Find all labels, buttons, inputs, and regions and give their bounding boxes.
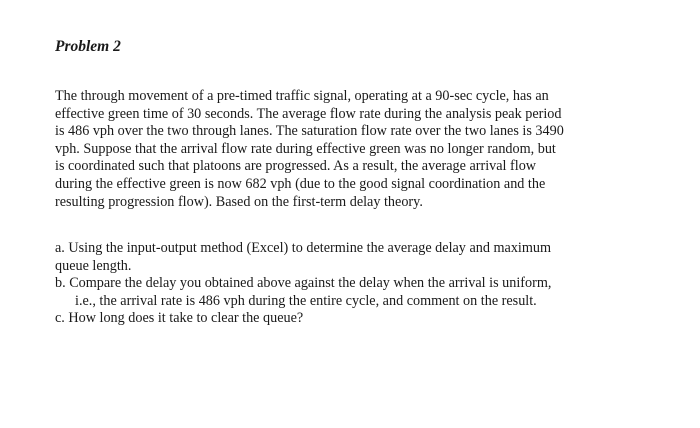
- statement-line: during the effective green is now 682 vph (due to the good signal coordination and the: [55, 175, 546, 192]
- problem-statement: [55, 88, 655, 211]
- statement-line: The through movement of a pre-timed traffic signal, operating at a 90-sec cycle, has an: [55, 88, 549, 104]
- question-list: [55, 240, 655, 328]
- statement-line: vph. Suppose that the arrival flow rate during effective green was no longer random, but: [55, 140, 556, 157]
- question-b: b. Compare the delay you obtained above against the delay when the arrival is uniform,: [55, 275, 552, 292]
- statement-line: resulting progression flow). Based on the first-term delay theory.: [55, 193, 423, 210]
- statement-line: effective green time of 30 seconds. The average flow rate during the analysis peak period: [55, 105, 562, 122]
- statement-line: is 486 vph over the two through lanes. The saturation flow rate over the two lanes is 3490: [55, 123, 564, 140]
- question-a-continued: queue length.: [55, 257, 132, 274]
- statement-line: is coordinated such that platoons are progressed. As a result, the average arrival flow: [55, 158, 537, 175]
- question-a: a. Using the input-output method (Excel) to determine the average delay and maximum: [55, 240, 552, 256]
- problem-title: Problem 2: [55, 38, 121, 55]
- question-c: c. How long does it take to clear the queue?: [55, 310, 304, 327]
- question-b-continued: i.e., the arrival rate is 486 vph during the entire cycle, and comment on the result.: [75, 292, 537, 309]
